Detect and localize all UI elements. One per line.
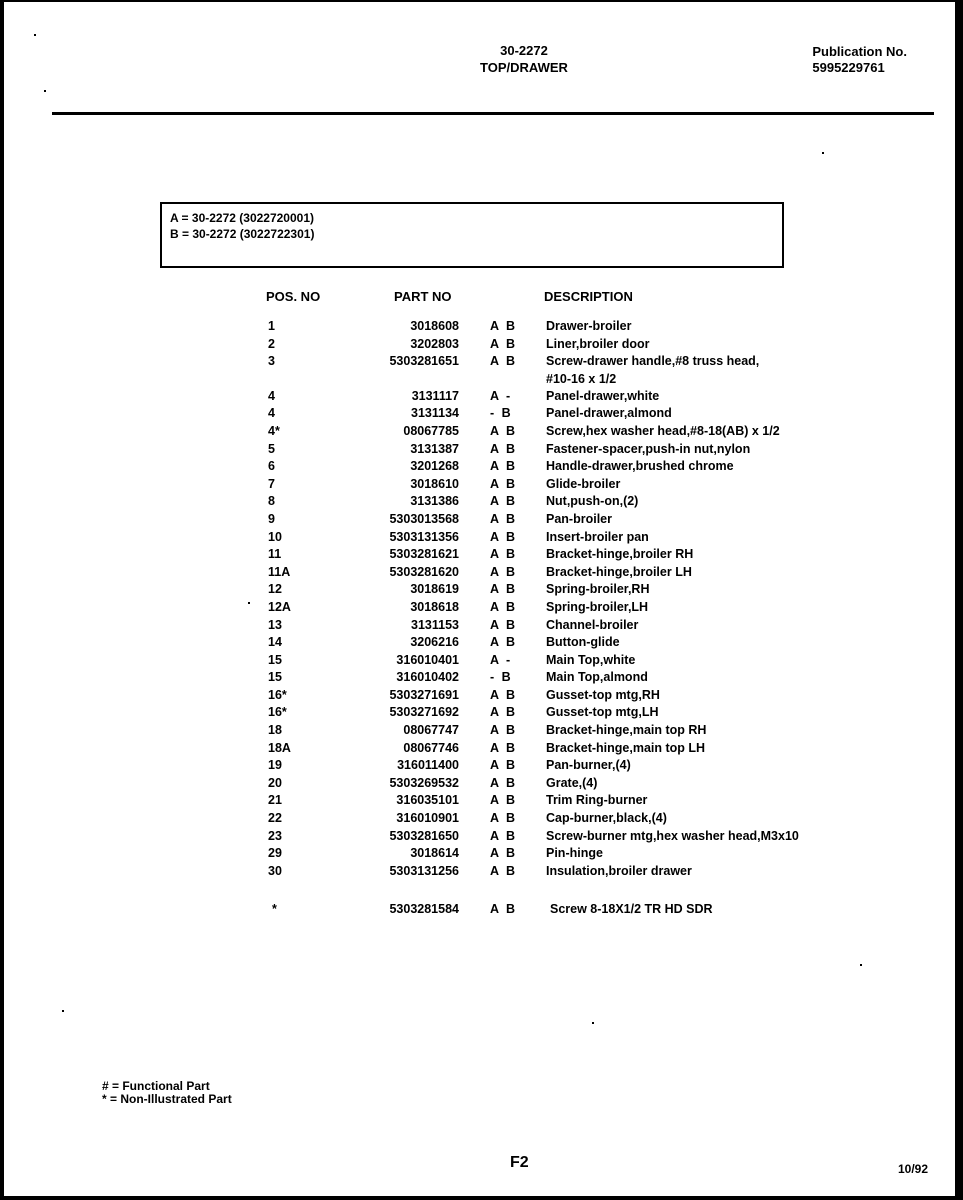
model-codes: A B xyxy=(490,740,516,755)
pos-number: 11A xyxy=(268,564,291,579)
part-number: 316010901 xyxy=(396,811,459,826)
scan-speck xyxy=(860,964,862,966)
part-number: 08067746 xyxy=(403,740,459,755)
part-number: 5303271692 xyxy=(389,705,459,720)
footnotes xyxy=(102,1080,232,1106)
scan-speck xyxy=(62,1010,64,1012)
model-codes: A B xyxy=(490,705,516,720)
part-description: Drawer-broiler xyxy=(546,319,632,333)
parts-list-page xyxy=(4,2,955,1196)
pos-number: 12 xyxy=(268,582,282,597)
table-row xyxy=(4,458,955,476)
model-codes: A B xyxy=(490,846,516,861)
part-description: Pan-burner,(4) xyxy=(546,758,631,773)
part-number: 5303013568 xyxy=(389,511,459,526)
table-row xyxy=(4,371,955,388)
model-codes: A B xyxy=(490,564,516,579)
model-codes: A B xyxy=(490,617,516,632)
table-row xyxy=(4,634,955,652)
table-row xyxy=(4,493,955,511)
part-description: Spring-broiler,LH xyxy=(546,599,649,614)
parts-table xyxy=(4,318,955,880)
scan-speck xyxy=(592,1022,594,1024)
model-codes: A B xyxy=(490,775,516,790)
table-row xyxy=(4,845,955,863)
pos-number: 7 xyxy=(268,476,275,491)
model-codes: A B xyxy=(490,758,516,773)
pos-number: 15 xyxy=(268,652,282,667)
model-codes: A B xyxy=(490,687,516,702)
model-codes: A B xyxy=(490,863,516,878)
part-number: 316035101 xyxy=(396,793,459,808)
model-codes: A B xyxy=(490,723,516,738)
table-row xyxy=(4,441,955,459)
part-number: 3131117 xyxy=(411,388,459,403)
part-description: Panel-drawer,almond xyxy=(546,406,672,421)
part-number: 5303131356 xyxy=(389,529,459,544)
part-number: 5303281621 xyxy=(389,547,459,562)
model-codes: A B xyxy=(490,582,516,597)
part-number: 3018608 xyxy=(410,319,459,333)
part-number: 5303131256 xyxy=(389,863,459,878)
table-row xyxy=(4,353,955,371)
table-row xyxy=(4,318,955,336)
part-description: Cap-burner,black,(4) xyxy=(546,811,667,826)
model-codes: A B xyxy=(490,599,516,614)
part-description: Bracket-hinge,broiler RH xyxy=(546,547,694,562)
pos-number: 10 xyxy=(268,529,282,544)
part-description: Glide-broiler xyxy=(546,476,621,491)
table-row xyxy=(4,599,955,617)
pos-number: 16* xyxy=(268,705,287,720)
part-number: 5303281651 xyxy=(389,354,459,369)
part-number: 3018618 xyxy=(410,599,459,614)
pos-number: 6 xyxy=(268,459,275,474)
pos-number: 8 xyxy=(268,494,275,509)
pos-number: 16* xyxy=(268,687,287,702)
model-codes: A B xyxy=(490,494,516,509)
model-legend-b: B = 30-2272 (3022722301) xyxy=(170,227,315,241)
pos-number: 4 xyxy=(268,406,275,421)
section-title: TOP/DRAWER xyxy=(480,60,568,75)
pos-number: 2 xyxy=(268,336,275,351)
pos-number: 3 xyxy=(268,354,275,369)
part-description: Gusset-top mtg,LH xyxy=(546,705,659,720)
pos-number: 15 xyxy=(268,670,282,685)
pos-number: 11 xyxy=(268,547,282,562)
pos-number: 23 xyxy=(268,828,282,843)
pos-number: 18 xyxy=(268,723,282,738)
scan-speck xyxy=(822,152,824,154)
part-description: Bracket-hinge,broiler LH xyxy=(546,564,692,579)
model-codes: A B xyxy=(490,336,516,351)
pos-number: * xyxy=(272,902,277,916)
scan-speck xyxy=(34,34,36,36)
part-number: 3206216 xyxy=(410,635,459,650)
table-row xyxy=(4,511,955,529)
revision-date: 10/92 xyxy=(898,1162,929,1176)
part-description: Main Top,white xyxy=(546,652,636,667)
table-row xyxy=(4,336,955,354)
model-codes: A - xyxy=(490,652,511,667)
model-codes: A B xyxy=(490,793,516,808)
model-codes: A B xyxy=(490,529,516,544)
model-codes: A B xyxy=(490,547,516,562)
part-number: 5303281650 xyxy=(389,828,459,843)
table-row xyxy=(4,581,955,599)
table-row xyxy=(4,722,955,740)
table-row xyxy=(4,669,955,687)
footnote-non-illustrated: * = Non-Illustrated Part xyxy=(102,1092,232,1106)
model-codes: A B xyxy=(490,828,516,843)
part-number: 3202803 xyxy=(410,336,459,351)
pos-number: 22 xyxy=(268,811,282,826)
part-number: 316010401 xyxy=(396,652,459,667)
pos-number: 12A xyxy=(268,599,291,614)
part-number: 08067785 xyxy=(403,423,459,438)
pos-number: 21 xyxy=(268,793,282,808)
part-description: Screw-burner mtg,hex washer head,M3x10 xyxy=(546,828,799,843)
part-number: 5303281584 xyxy=(389,902,459,916)
model-codes: A - xyxy=(490,388,511,403)
part-description: Gusset-top mtg,RH xyxy=(546,687,660,702)
table-row xyxy=(4,792,955,810)
scan-speck xyxy=(248,602,250,604)
part-number: 5303271691 xyxy=(389,687,459,702)
part-description: Panel-drawer,white xyxy=(546,388,660,403)
part-description: Bracket-hinge,main top RH xyxy=(546,723,707,738)
table-row xyxy=(4,704,955,722)
publication-info xyxy=(812,44,907,76)
header-divider xyxy=(52,112,934,115)
pos-number: 14 xyxy=(268,635,282,650)
part-number: 316010402 xyxy=(396,670,459,685)
part-number: 08067747 xyxy=(403,723,459,738)
table-row xyxy=(4,775,955,793)
table-row xyxy=(4,652,955,670)
scan-speck xyxy=(44,90,46,92)
table-row xyxy=(4,405,955,423)
part-number: 3131387 xyxy=(410,441,459,456)
page-number: F2 xyxy=(510,1154,529,1171)
table-row xyxy=(4,828,955,846)
part-number: 5303281620 xyxy=(389,564,459,579)
publication-number: 5995229761 xyxy=(812,60,885,75)
table-row xyxy=(4,388,955,406)
part-description: Channel-broiler xyxy=(546,617,639,632)
table-row xyxy=(4,546,955,564)
model-codes: A B xyxy=(490,354,516,369)
part-description: Screw 8-18X1/2 TR HD SDR xyxy=(550,902,713,916)
model-codes: - B xyxy=(490,670,511,685)
model-codes: A B xyxy=(490,476,516,491)
pos-number: 5 xyxy=(268,441,275,456)
pos-number: 30 xyxy=(268,863,282,878)
pos-number: 4* xyxy=(268,423,280,438)
part-number: 316011400 xyxy=(397,758,459,773)
part-description: #10-16 x 1/2 xyxy=(546,371,617,386)
model-number: 30-2272 xyxy=(500,43,548,58)
table-row xyxy=(4,810,955,828)
part-number: 3131386 xyxy=(410,494,459,509)
table-row xyxy=(4,423,955,441)
part-number: 3018610 xyxy=(410,476,459,491)
publication-label: Publication No. xyxy=(812,44,907,59)
table-row xyxy=(4,476,955,494)
part-description: Insulation,broiler drawer xyxy=(546,863,692,878)
part-number: 3131153 xyxy=(411,617,459,632)
pos-number: 4 xyxy=(268,388,275,403)
part-description: Button-glide xyxy=(546,635,620,650)
column-header-description: DESCRIPTION xyxy=(544,289,633,304)
part-description: Main Top,almond xyxy=(546,670,648,685)
model-codes: A B xyxy=(490,635,516,650)
pos-number: 19 xyxy=(268,758,282,773)
pos-number: 18A xyxy=(268,740,291,755)
column-header-part: PART NO xyxy=(394,289,452,304)
table-row xyxy=(4,740,955,758)
pos-number: 20 xyxy=(268,775,282,790)
model-codes: A B xyxy=(490,441,516,456)
part-description: Screw,hex washer head,#8-18(AB) x 1/2 xyxy=(546,423,780,438)
part-description: Pin-hinge xyxy=(546,846,603,861)
pos-number: 1 xyxy=(268,319,275,333)
part-description: Insert-broiler pan xyxy=(546,529,649,544)
table-row xyxy=(4,863,955,881)
table-row xyxy=(4,564,955,582)
part-description: Grate,(4) xyxy=(546,775,598,790)
model-codes: A B xyxy=(490,423,516,438)
model-codes: - B xyxy=(490,406,511,421)
model-legend-a: A = 30-2272 (3022720001) xyxy=(170,211,314,225)
model-codes: A B xyxy=(490,902,516,916)
part-number: 3018614 xyxy=(410,846,459,861)
table-row xyxy=(4,757,955,775)
pos-number: 9 xyxy=(268,511,275,526)
part-number: 3201268 xyxy=(410,459,459,474)
column-header-pos: POS. NO xyxy=(266,289,321,304)
pos-number: 29 xyxy=(268,846,282,861)
part-number: 3018619 xyxy=(410,582,459,597)
part-description: Handle-drawer,brushed chrome xyxy=(546,459,734,474)
model-codes: A B xyxy=(490,459,516,474)
footnote-functional: # = Functional Part xyxy=(102,1079,210,1093)
part-description: Liner,broiler door xyxy=(546,336,650,351)
part-description: Trim Ring-burner xyxy=(546,793,648,808)
part-description: Pan-broiler xyxy=(546,511,612,526)
part-description: Screw-drawer handle,#8 truss head, xyxy=(546,354,760,369)
part-description: Bracket-hinge,main top LH xyxy=(546,740,706,755)
part-number: 3131134 xyxy=(411,406,459,421)
table-row xyxy=(4,617,955,635)
model-codes: A B xyxy=(490,511,516,526)
part-description: Spring-broiler,RH xyxy=(546,582,650,597)
model-codes: A B xyxy=(490,319,516,333)
model-legend-box xyxy=(160,202,784,268)
part-description: Fastener-spacer,push-in nut,nylon xyxy=(546,441,751,456)
table-row xyxy=(4,687,955,705)
part-number: 5303269532 xyxy=(389,775,459,790)
part-description: Nut,push-on,(2) xyxy=(546,494,639,509)
pos-number: 13 xyxy=(268,617,282,632)
table-row-extra xyxy=(4,901,955,919)
model-codes: A B xyxy=(490,811,516,826)
table-row xyxy=(4,529,955,547)
